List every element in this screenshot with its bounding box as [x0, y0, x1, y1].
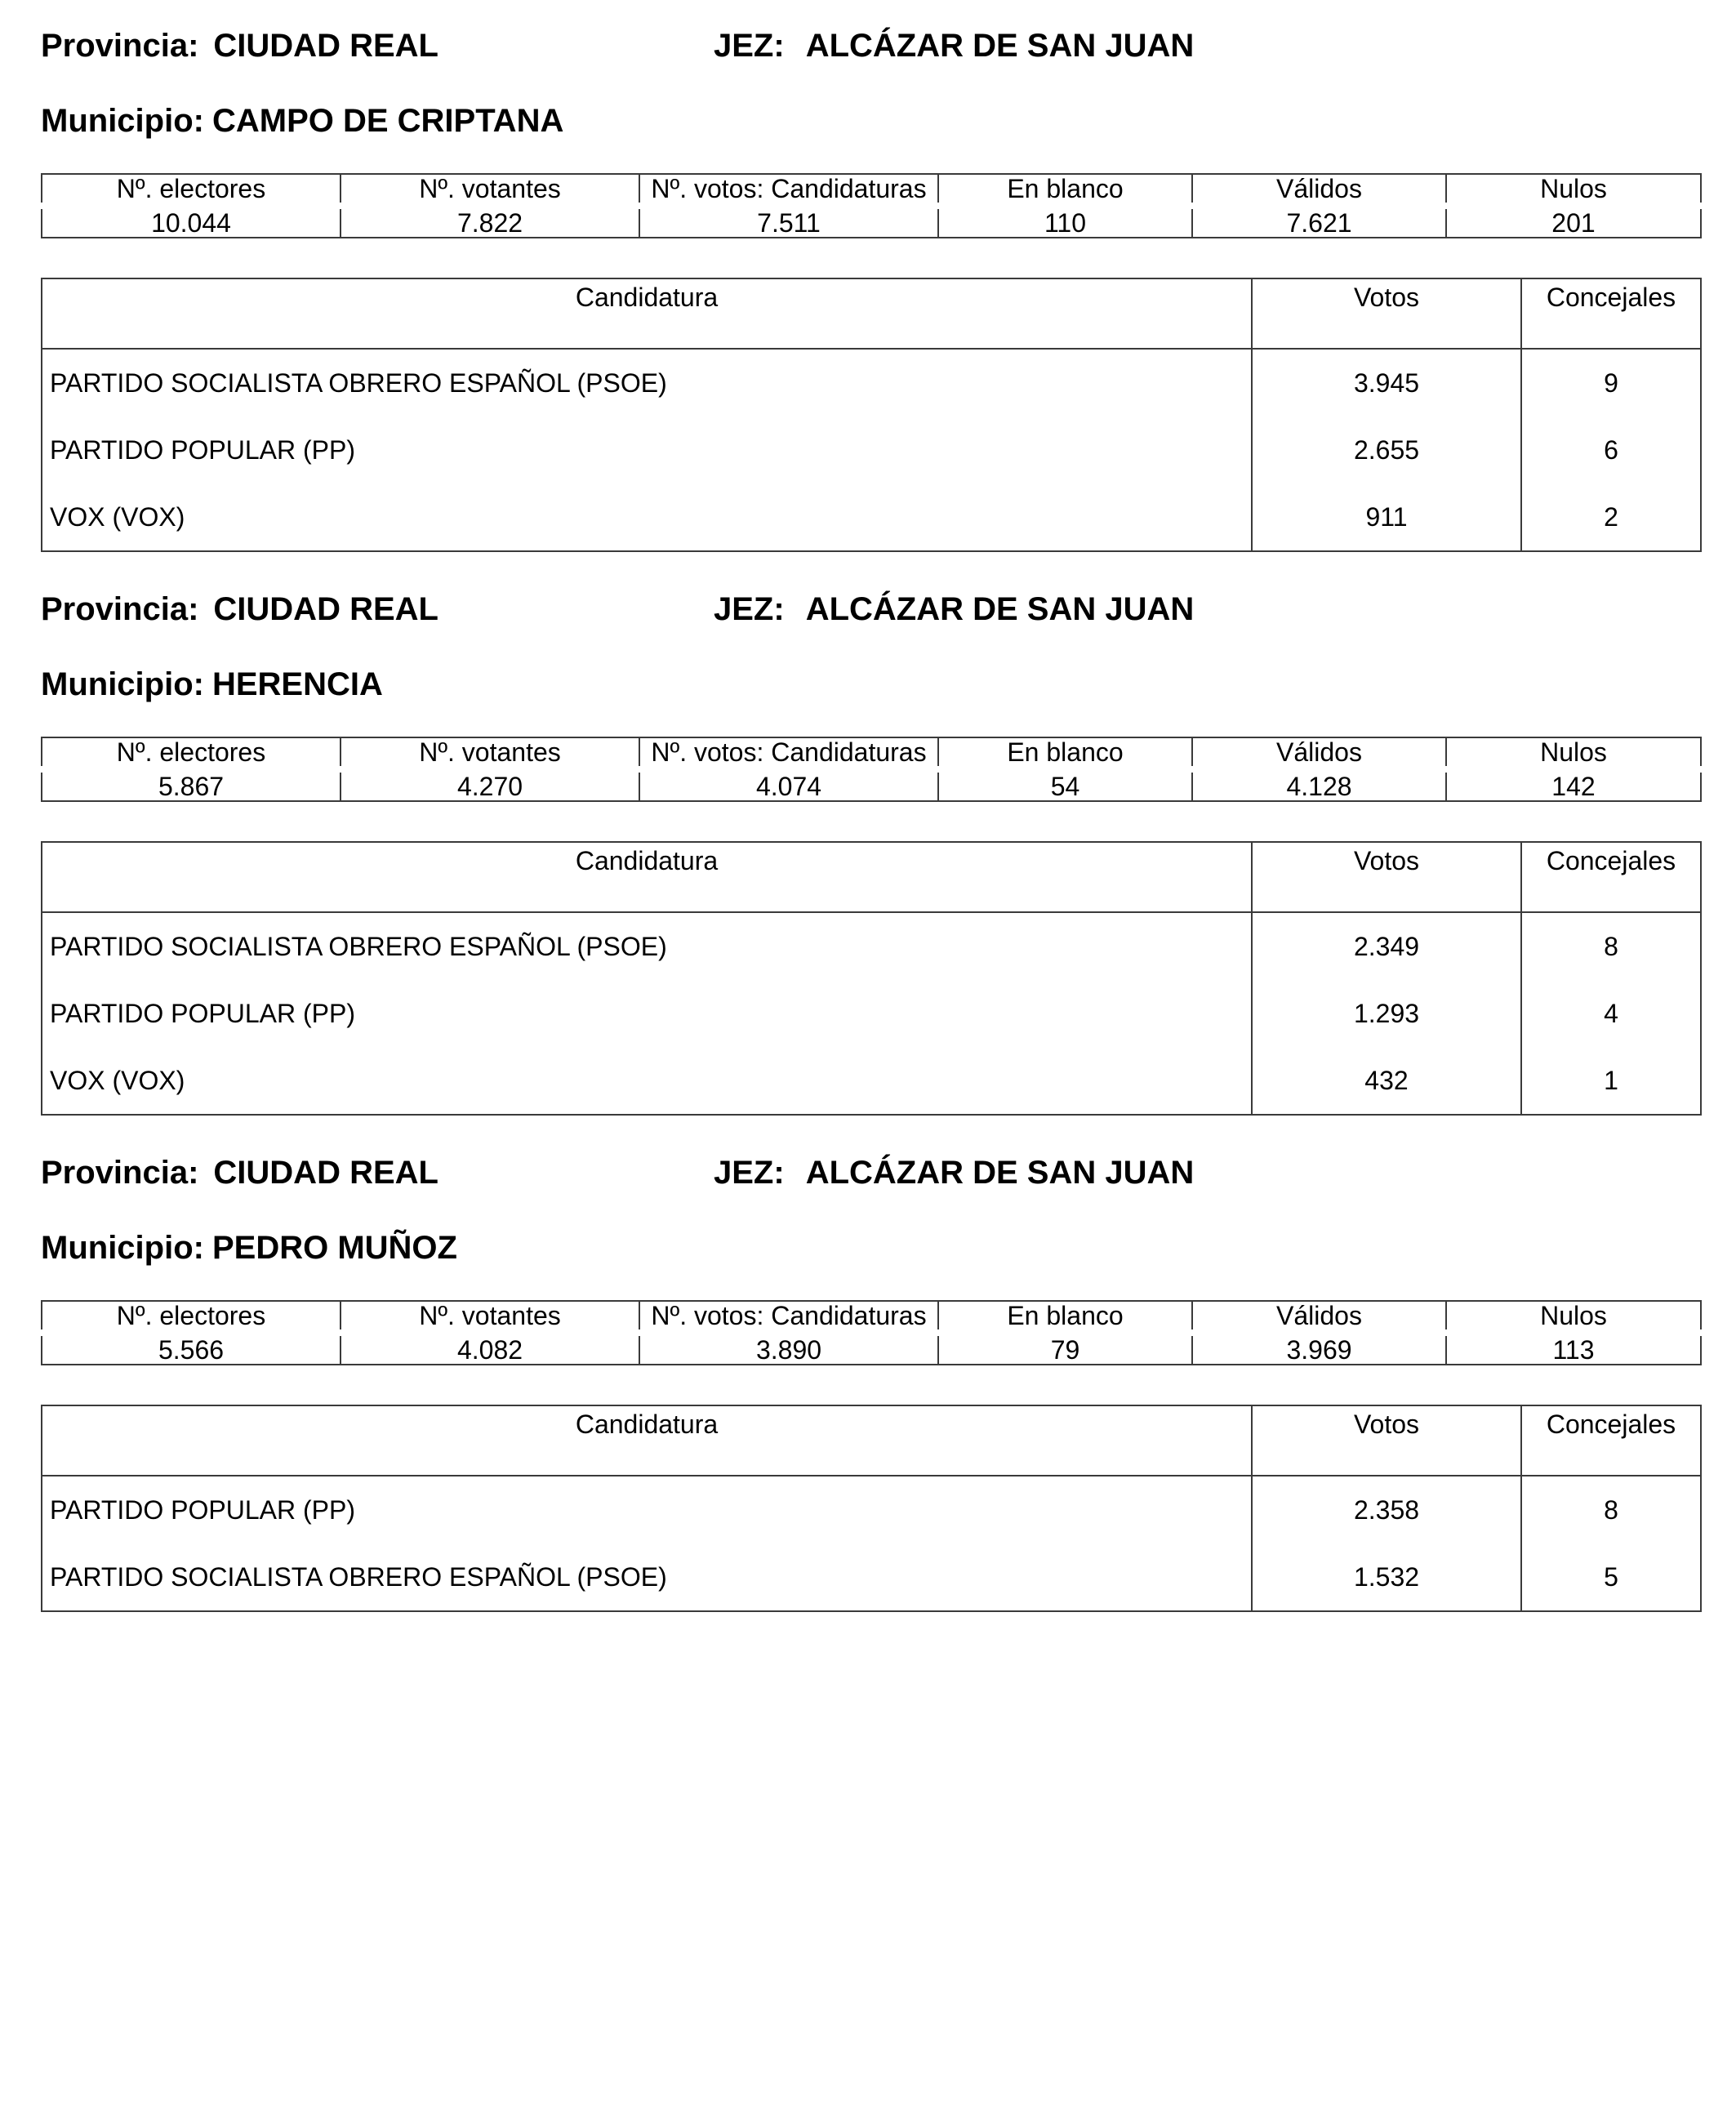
jez-label: JEZ: [714, 591, 785, 627]
municipio-value: HERENCIA [211, 666, 383, 702]
col-votos: Votos [1252, 278, 1521, 349]
results-header-row [42, 842, 1701, 912]
col-validos: Válidos [1192, 174, 1446, 206]
nulos-value: 201 [1446, 206, 1701, 238]
col-votos: Votos [1252, 1405, 1521, 1476]
municipio-label: Municipio: [41, 103, 204, 139]
votantes-value: 4.082 [341, 1333, 639, 1365]
votos-value: 2.349 [1252, 912, 1521, 980]
provincia-heading [41, 26, 438, 65]
col-candidaturas: Nº. votos: Candidaturas [639, 174, 938, 206]
electores-value: 10.044 [42, 206, 341, 238]
municipio-heading [41, 1228, 457, 1267]
provincia-label: Provincia: [41, 1155, 199, 1191]
results-header-row [42, 278, 1701, 349]
votos-value: 2.655 [1252, 416, 1521, 483]
summary-header-row [42, 1301, 1701, 1333]
col-validos: Válidos [1192, 1301, 1446, 1333]
jez-value: ALCÁZAR DE SAN JUAN [805, 1155, 1195, 1191]
concejales-value: 9 [1521, 349, 1701, 416]
jez-heading [714, 590, 1194, 629]
candidatura-name: PARTIDO POPULAR (PP) [42, 1476, 1252, 1543]
col-candidatura: Candidatura [42, 1405, 1252, 1476]
municipio-label: Municipio: [41, 1230, 204, 1266]
col-validos: Válidos [1192, 737, 1446, 769]
summary-header-row [42, 174, 1701, 206]
col-concejales: Concejales [1521, 1405, 1701, 1476]
result-row [42, 912, 1701, 980]
blanco-value: 54 [938, 769, 1192, 801]
summary-values-row [42, 1333, 1701, 1365]
provincia-label: Provincia: [41, 591, 199, 627]
result-row [42, 1543, 1701, 1611]
col-candidaturas: Nº. votos: Candidaturas [639, 737, 938, 769]
votos-value: 3.945 [1252, 349, 1521, 416]
candidatura-name: PARTIDO POPULAR (PP) [42, 416, 1252, 483]
candidaturas-value: 4.074 [639, 769, 938, 801]
col-concejales: Concejales [1521, 842, 1701, 912]
concejales-value: 4 [1521, 980, 1701, 1047]
votos-value: 432 [1252, 1047, 1521, 1115]
col-candidatura: Candidatura [42, 278, 1252, 349]
votos-value: 1.293 [1252, 980, 1521, 1047]
col-candidatura: Candidatura [42, 842, 1252, 912]
municipio-heading [41, 665, 383, 704]
col-votantes: Nº. votantes [341, 174, 639, 206]
jez-label: JEZ: [714, 28, 785, 64]
result-row [42, 483, 1701, 551]
results-table [41, 1405, 1702, 1612]
concejales-value: 8 [1521, 1476, 1701, 1543]
candidatura-name: VOX (VOX) [42, 1047, 1252, 1115]
col-votantes: Nº. votantes [341, 1301, 639, 1333]
col-electores: Nº. electores [42, 1301, 341, 1333]
candidatura-name: PARTIDO SOCIALISTA OBRERO ESPAÑOL (PSOE) [42, 349, 1252, 416]
col-blanco: En blanco [938, 1301, 1192, 1333]
candidaturas-value: 3.890 [639, 1333, 938, 1365]
result-row [42, 980, 1701, 1047]
provincia-value: CIUDAD REAL [213, 591, 438, 627]
col-electores: Nº. electores [42, 737, 341, 769]
provincia-value: CIUDAD REAL [213, 1155, 438, 1191]
votantes-value: 4.270 [341, 769, 639, 801]
candidatura-name: VOX (VOX) [42, 483, 1252, 551]
section-pedro-munoz [41, 1127, 1700, 1699]
result-row [42, 1476, 1701, 1543]
provincia-value: CIUDAD REAL [213, 28, 438, 64]
concejales-value: 2 [1521, 483, 1701, 551]
concejales-value: 6 [1521, 416, 1701, 483]
jez-value: ALCÁZAR DE SAN JUAN [805, 591, 1195, 627]
results-header-row [42, 1405, 1701, 1476]
col-votantes: Nº. votantes [341, 737, 639, 769]
validos-value: 3.969 [1192, 1333, 1446, 1365]
col-electores: Nº. electores [42, 174, 341, 206]
col-concejales: Concejales [1521, 278, 1701, 349]
summary-table [41, 737, 1702, 802]
section-herencia [41, 563, 1700, 1135]
summary-header-row [42, 737, 1701, 769]
concejales-value: 8 [1521, 912, 1701, 980]
provincia-heading [41, 1153, 438, 1192]
jez-label: JEZ: [714, 1155, 785, 1191]
validos-value: 7.621 [1192, 206, 1446, 238]
col-blanco: En blanco [938, 174, 1192, 206]
jez-heading [714, 26, 1194, 65]
col-blanco: En blanco [938, 737, 1192, 769]
electores-value: 5.566 [42, 1333, 341, 1365]
nulos-value: 142 [1446, 769, 1701, 801]
municipio-value: CAMPO DE CRIPTANA [211, 103, 564, 139]
summary-values-row [42, 206, 1701, 238]
result-row [42, 349, 1701, 416]
candidatura-name: PARTIDO SOCIALISTA OBRERO ESPAÑOL (PSOE) [42, 912, 1252, 980]
col-nulos: Nulos [1446, 737, 1701, 769]
votantes-value: 7.822 [341, 206, 639, 238]
section-campo-de-criptana [41, 0, 1700, 572]
jez-heading [714, 1153, 1194, 1192]
validos-value: 4.128 [1192, 769, 1446, 801]
candidaturas-value: 7.511 [639, 206, 938, 238]
municipio-heading [41, 101, 563, 140]
result-row [42, 416, 1701, 483]
summary-values-row [42, 769, 1701, 801]
votos-value: 1.532 [1252, 1543, 1521, 1611]
col-nulos: Nulos [1446, 1301, 1701, 1333]
municipio-value: PEDRO MUÑOZ [211, 1230, 457, 1266]
votos-value: 911 [1252, 483, 1521, 551]
provincia-heading [41, 590, 438, 629]
results-table [41, 841, 1702, 1116]
electores-value: 5.867 [42, 769, 341, 801]
municipio-label: Municipio: [41, 666, 204, 702]
summary-table [41, 173, 1702, 238]
summary-table [41, 1300, 1702, 1365]
col-nulos: Nulos [1446, 174, 1701, 206]
jez-value: ALCÁZAR DE SAN JUAN [805, 28, 1195, 64]
candidatura-name: PARTIDO SOCIALISTA OBRERO ESPAÑOL (PSOE) [42, 1543, 1252, 1611]
provincia-label: Provincia: [41, 28, 199, 64]
blanco-value: 79 [938, 1333, 1192, 1365]
results-table [41, 278, 1702, 552]
concejales-value: 1 [1521, 1047, 1701, 1115]
concejales-value: 5 [1521, 1543, 1701, 1611]
blanco-value: 110 [938, 206, 1192, 238]
col-candidaturas: Nº. votos: Candidaturas [639, 1301, 938, 1333]
result-row [42, 1047, 1701, 1115]
col-votos: Votos [1252, 842, 1521, 912]
votos-value: 2.358 [1252, 1476, 1521, 1543]
candidatura-name: PARTIDO POPULAR (PP) [42, 980, 1252, 1047]
nulos-value: 113 [1446, 1333, 1701, 1365]
